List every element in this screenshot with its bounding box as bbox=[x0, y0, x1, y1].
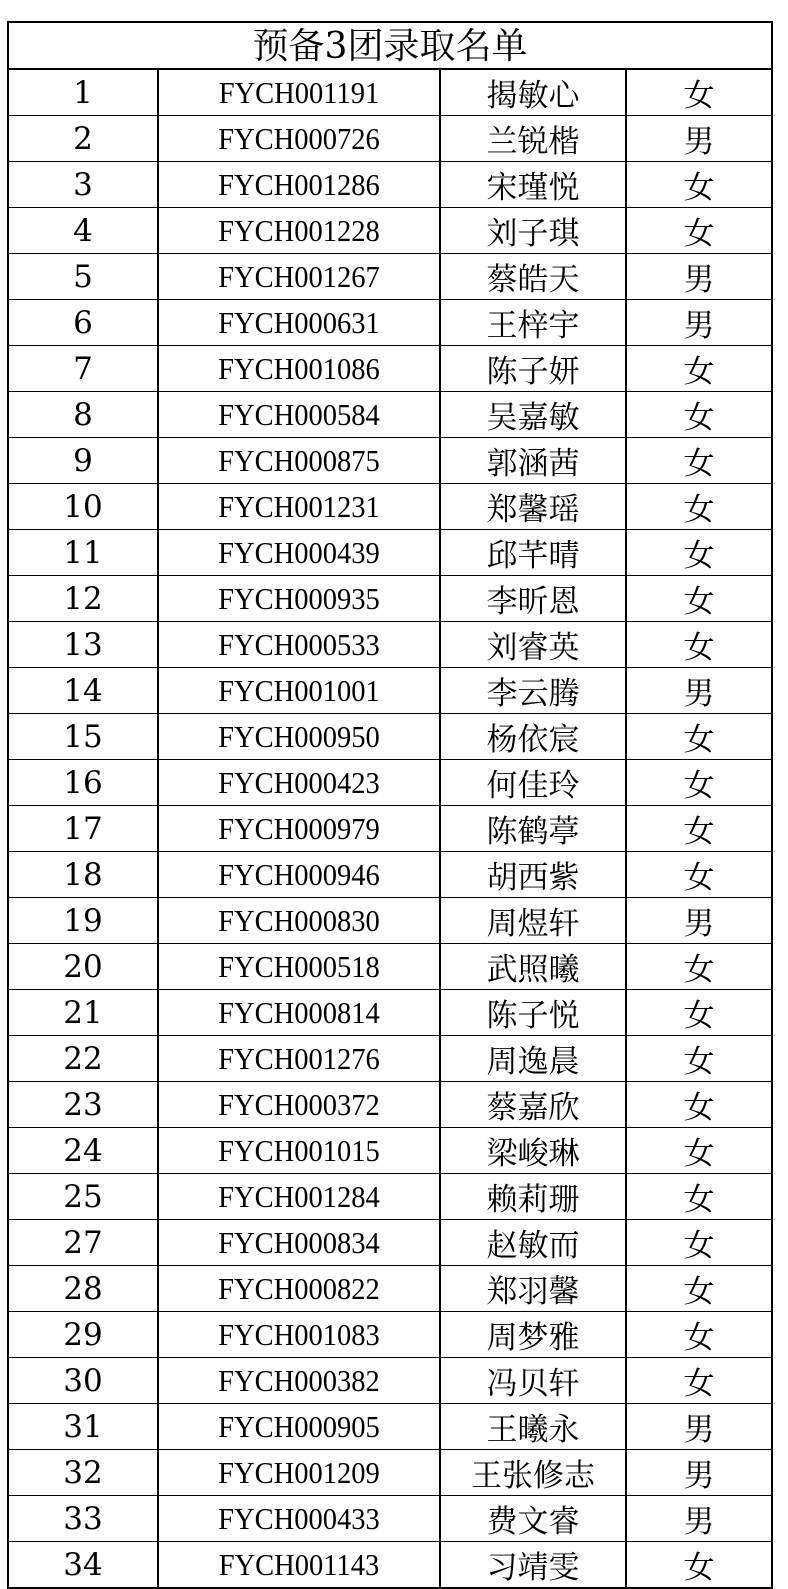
table-row bbox=[9, 576, 771, 622]
applicant-id-cell: FYCH001231 bbox=[169, 484, 428, 530]
applicant-id-cell: FYCH001015 bbox=[169, 1128, 428, 1174]
applicant-id-cell: FYCH000518 bbox=[169, 944, 428, 990]
table-row bbox=[9, 1128, 771, 1174]
table-row bbox=[9, 1358, 771, 1404]
table-row bbox=[9, 990, 771, 1036]
row-number-cell: 34 bbox=[9, 1542, 158, 1588]
student-name-cell: 赖莉珊 bbox=[440, 1174, 626, 1220]
table-row bbox=[9, 760, 771, 806]
gender-cell: 女 bbox=[626, 1358, 771, 1404]
applicant-id-cell: FYCH000946 bbox=[169, 852, 428, 898]
sheet-title: 预备3团录取名单 bbox=[9, 23, 771, 70]
gender-cell: 女 bbox=[626, 576, 771, 622]
table-row bbox=[9, 254, 771, 300]
table-row bbox=[9, 1036, 771, 1082]
row-number-cell: 31 bbox=[9, 1404, 158, 1450]
applicant-id-cell: FYCH001276 bbox=[169, 1036, 428, 1082]
row-number-cell: 14 bbox=[9, 668, 158, 714]
gender-cell: 男 bbox=[626, 898, 771, 944]
student-name-cell: 吴嘉敏 bbox=[440, 392, 626, 438]
student-name-cell: 何佳玲 bbox=[440, 760, 626, 806]
applicant-id-cell: FYCH001228 bbox=[169, 208, 428, 254]
gender-cell: 女 bbox=[626, 1082, 771, 1128]
applicant-id-cell: FYCH000533 bbox=[169, 622, 428, 668]
admission-table-body bbox=[9, 70, 771, 1587]
student-name-cell: 刘子琪 bbox=[440, 208, 626, 254]
row-number-cell: 30 bbox=[9, 1358, 158, 1404]
table-row bbox=[9, 530, 771, 576]
admission-list-sheet bbox=[7, 21, 773, 1589]
table-row bbox=[9, 622, 771, 668]
applicant-id-cell: FYCH000950 bbox=[169, 714, 428, 760]
student-name-cell: 王曦永 bbox=[440, 1404, 626, 1450]
gender-cell: 女 bbox=[626, 714, 771, 760]
gender-cell: 女 bbox=[626, 1266, 771, 1312]
applicant-id-cell: FYCH000382 bbox=[169, 1358, 428, 1404]
student-name-cell: 胡西紫 bbox=[440, 852, 626, 898]
gender-cell: 女 bbox=[626, 1220, 771, 1266]
gender-cell: 女 bbox=[626, 484, 771, 530]
gender-cell: 女 bbox=[626, 1128, 771, 1174]
row-number-cell: 22 bbox=[9, 1036, 158, 1082]
table-row bbox=[9, 714, 771, 760]
gender-cell: 女 bbox=[626, 852, 771, 898]
student-name-cell: 赵敏而 bbox=[440, 1220, 626, 1266]
table-row bbox=[9, 346, 771, 392]
applicant-id-cell: FYCH001001 bbox=[169, 668, 428, 714]
gender-cell: 男 bbox=[626, 1450, 771, 1496]
gender-cell: 女 bbox=[626, 70, 771, 116]
row-number-cell: 18 bbox=[9, 852, 158, 898]
student-name-cell: 周梦雅 bbox=[440, 1312, 626, 1358]
row-number-cell: 15 bbox=[9, 714, 158, 760]
row-number-cell: 17 bbox=[9, 806, 158, 852]
table-row bbox=[9, 1496, 771, 1542]
student-name-cell: 王梓宇 bbox=[440, 300, 626, 346]
row-number-cell: 29 bbox=[9, 1312, 158, 1358]
student-name-cell: 王张修志 bbox=[440, 1450, 626, 1496]
gender-cell: 女 bbox=[626, 944, 771, 990]
applicant-id-cell: FYCH000372 bbox=[169, 1082, 428, 1128]
gender-cell: 男 bbox=[626, 1404, 771, 1450]
row-number-cell: 8 bbox=[9, 392, 158, 438]
table-row bbox=[9, 392, 771, 438]
table-row bbox=[9, 806, 771, 852]
admission-table bbox=[9, 70, 771, 1587]
applicant-id-cell: FYCH001191 bbox=[169, 70, 428, 116]
applicant-id-cell: FYCH000439 bbox=[169, 530, 428, 576]
gender-cell: 女 bbox=[626, 760, 771, 806]
student-name-cell: 周逸晨 bbox=[440, 1036, 626, 1082]
table-row bbox=[9, 1450, 771, 1496]
table-row bbox=[9, 1174, 771, 1220]
row-number-cell: 28 bbox=[9, 1266, 158, 1312]
applicant-id-cell: FYCH001284 bbox=[169, 1174, 428, 1220]
student-name-cell: 习靖雯 bbox=[440, 1542, 626, 1588]
table-row bbox=[9, 300, 771, 346]
applicant-id-cell: FYCH000423 bbox=[169, 760, 428, 806]
table-row bbox=[9, 944, 771, 990]
student-name-cell: 李昕恩 bbox=[440, 576, 626, 622]
row-number-cell: 3 bbox=[9, 162, 158, 208]
row-number-cell: 11 bbox=[9, 530, 158, 576]
row-number-cell: 25 bbox=[9, 1174, 158, 1220]
student-name-cell: 陈子悦 bbox=[440, 990, 626, 1036]
student-name-cell: 李云腾 bbox=[440, 668, 626, 714]
row-number-cell: 24 bbox=[9, 1128, 158, 1174]
row-number-cell: 2 bbox=[9, 116, 158, 162]
student-name-cell: 郑馨瑶 bbox=[440, 484, 626, 530]
row-number-cell: 12 bbox=[9, 576, 158, 622]
applicant-id-cell: FYCH001267 bbox=[169, 254, 428, 300]
table-row bbox=[9, 208, 771, 254]
row-number-cell: 9 bbox=[9, 438, 158, 484]
applicant-id-cell: FYCH000834 bbox=[169, 1220, 428, 1266]
row-number-cell: 5 bbox=[9, 254, 158, 300]
table-row bbox=[9, 898, 771, 944]
applicant-id-cell: FYCH001083 bbox=[169, 1312, 428, 1358]
row-number-cell: 13 bbox=[9, 622, 158, 668]
applicant-id-cell: FYCH000814 bbox=[169, 990, 428, 1036]
gender-cell: 女 bbox=[683, 1550, 715, 1586]
student-name-cell: 冯贝轩 bbox=[440, 1358, 626, 1404]
table-row bbox=[9, 484, 771, 530]
row-number-cell: 1 bbox=[9, 70, 158, 116]
student-name-cell: 揭敏心 bbox=[440, 70, 626, 116]
gender-cell: 女 bbox=[626, 438, 771, 484]
gender-cell: 男 bbox=[626, 116, 771, 162]
applicant-id-cell: FYCH000726 bbox=[169, 116, 428, 162]
student-name-cell: 郭涵茜 bbox=[440, 438, 626, 484]
student-name-cell: 兰锐楷 bbox=[440, 116, 626, 162]
student-name-cell: 邱芊晴 bbox=[440, 530, 626, 576]
row-number-cell: 33 bbox=[9, 1496, 158, 1542]
student-name-cell: 蔡嘉欣 bbox=[440, 1082, 626, 1128]
student-name-cell: 周煜轩 bbox=[440, 898, 626, 944]
row-number-cell: 32 bbox=[9, 1450, 158, 1496]
gender-cell: 女 bbox=[626, 208, 771, 254]
student-name-cell: 梁峻琳 bbox=[440, 1128, 626, 1174]
student-name-cell: 武照曦 bbox=[440, 944, 626, 990]
applicant-id-cell: FYCH000935 bbox=[169, 576, 428, 622]
gender-cell: 女 bbox=[626, 162, 771, 208]
student-name-cell: 宋瑾悦 bbox=[440, 162, 626, 208]
table-row bbox=[9, 1082, 771, 1128]
table-row bbox=[9, 1404, 771, 1450]
applicant-id-cell: FYCH000584 bbox=[169, 392, 428, 438]
row-number-cell: 23 bbox=[9, 1082, 158, 1128]
applicant-id-cell: FYCH000979 bbox=[169, 806, 428, 852]
table-row bbox=[9, 1266, 771, 1312]
applicant-id-cell: FYCH000905 bbox=[169, 1404, 428, 1450]
gender-cell: 女 bbox=[626, 990, 771, 1036]
gender-cell: 女 bbox=[626, 392, 771, 438]
gender-cell: 男 bbox=[626, 668, 771, 714]
applicant-id-cell: FYCH001086 bbox=[169, 346, 428, 392]
row-number-cell: 20 bbox=[9, 944, 158, 990]
gender-cell: 男 bbox=[626, 254, 771, 300]
student-name-cell: 费文睿 bbox=[440, 1496, 626, 1542]
applicant-id-cell: FYCH000433 bbox=[169, 1496, 428, 1542]
gender-cell: 女 bbox=[626, 346, 771, 392]
student-name-cell: 陈子妍 bbox=[440, 346, 626, 392]
row-number-cell: 10 bbox=[9, 484, 158, 530]
gender-cell: 男 bbox=[626, 1496, 771, 1542]
student-name-cell: 郑羽馨 bbox=[440, 1266, 626, 1312]
row-number-cell: 16 bbox=[9, 760, 158, 806]
table-row bbox=[9, 162, 771, 208]
gender-cell: 女 bbox=[626, 1036, 771, 1082]
table-row bbox=[9, 852, 771, 898]
applicant-id-cell: FYCH000875 bbox=[169, 438, 428, 484]
row-number-cell: 27 bbox=[9, 1220, 158, 1266]
applicant-id-cell: FYCH000830 bbox=[169, 898, 428, 944]
row-number-cell: 7 bbox=[9, 346, 158, 392]
student-name-cell: 蔡皓天 bbox=[440, 254, 626, 300]
gender-cell: 女 bbox=[626, 1174, 771, 1220]
student-name-cell: 陈鹤葶 bbox=[440, 806, 626, 852]
student-name-cell: 刘睿英 bbox=[440, 622, 626, 668]
row-number-cell: 21 bbox=[9, 990, 158, 1036]
table-row bbox=[9, 438, 771, 484]
student-name-cell: 杨依宸 bbox=[440, 714, 626, 760]
table-row bbox=[9, 70, 771, 116]
gender-cell: 女 bbox=[626, 622, 771, 668]
table-row bbox=[9, 1312, 771, 1358]
gender-cell: 女 bbox=[626, 530, 771, 576]
gender-cell: 男 bbox=[626, 300, 771, 346]
applicant-id-cell: FYCH001143 bbox=[169, 1542, 428, 1588]
applicant-id-cell: FYCH001286 bbox=[169, 162, 428, 208]
applicant-id-cell: FYCH000631 bbox=[169, 300, 428, 346]
table-row bbox=[9, 116, 771, 162]
applicant-id-cell: FYCH001209 bbox=[169, 1450, 428, 1496]
row-number-cell: 19 bbox=[9, 898, 158, 944]
applicant-id-cell: FYCH000822 bbox=[169, 1266, 428, 1312]
table-row bbox=[9, 668, 771, 714]
row-number-cell: 6 bbox=[9, 300, 158, 346]
row-number-cell: 4 bbox=[9, 208, 158, 254]
gender-cell: 女 bbox=[626, 806, 771, 852]
table-row bbox=[9, 1220, 771, 1266]
gender-cell: 女 bbox=[626, 1312, 771, 1358]
table-row bbox=[9, 1542, 771, 1588]
